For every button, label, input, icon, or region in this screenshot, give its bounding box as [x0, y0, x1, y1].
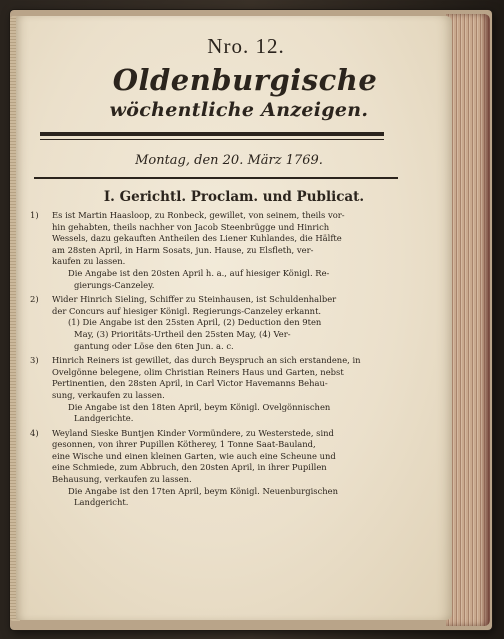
masthead-rule-thick — [40, 132, 384, 136]
date-rule — [34, 177, 398, 179]
notice-number: 1) — [30, 210, 39, 220]
notice-line: kaufen zu lassen. — [52, 256, 126, 267]
notice-body — [52, 355, 414, 425]
notice-line: Wessels, dazu gekauften Antheilen des Liener Kuhlandes, die Hälfte — [52, 233, 342, 244]
notice-note-line: Die Angabe ist den 18ten April, beym Königl. Ovelgönnischen — [68, 401, 331, 412]
notice-line: eine Schmiede, zum Abbruch, den 20sten April, in ihrer Pupillen — [52, 462, 327, 473]
notice-note-line: gantung oder Löse den 6ten Jun. a. c. — [74, 340, 234, 351]
notice-line: Pertinentien, den 28sten April, in Carl Victor Havemanns Behau- — [52, 378, 328, 389]
section-heading: I. Gerichtl. Proclam. und Publicat. — [103, 189, 365, 205]
page-content — [30, 26, 416, 512]
notice-note-line: Landgerichte. — [74, 413, 134, 424]
notice-number: 2) — [30, 294, 39, 305]
notice-entry — [30, 355, 414, 425]
notice-note-line: Die Angabe ist den 20sten April h. a., auf hiesiger Königl. Re- — [68, 267, 330, 278]
issue-date: Montag, den 20. März 1769. — [135, 153, 323, 168]
notice-body — [52, 428, 414, 509]
notice-line: am 28sten April, in Harm Sosats, jun. Hause, zu Elsfleth, ver- — [52, 244, 314, 255]
notice-note-line: (1) Die Angabe ist den 25sten April, (2) Deduction den 9ten — [68, 317, 322, 328]
notice-entry — [30, 294, 414, 352]
notice-list — [30, 210, 414, 509]
notice-line: Es ist Martin Haasloop, zu Ronbeck, gewillet, von seinem, theils vor- — [52, 210, 345, 220]
notice-entry — [30, 428, 414, 509]
notice-line: sung, verkaufen zu lassen. — [52, 389, 165, 400]
notice-line: Behausung, verkaufen zu lassen. — [52, 474, 192, 485]
notice-line: Wider Hinrich Sieling, Schiffer zu Steinhausen, ist Schuldenhalber — [52, 294, 337, 305]
notice-number: 3) — [30, 355, 39, 366]
notice-line: Ovelgönne belegene, olim Christian Reiners Haus und Garten, nebst — [52, 366, 344, 377]
notice-note-line: May, (3) Prioritäts-Urtheil den 25sten May, (4) Ver- — [74, 328, 291, 339]
masthead-subtitle: wöchentliche Anzeigen. — [109, 99, 369, 121]
notice-entry — [30, 210, 414, 291]
masthead-title: Oldenburgische — [112, 63, 378, 97]
right-page-edges — [446, 14, 490, 626]
notice-line: Hinrich Reiners ist gewillet, das durch Beyspruch an sich erstandene, in — [52, 355, 361, 366]
notice-note-line: Die Angabe ist den 17ten April, beym Königl. Neuenburgischen — [68, 485, 339, 496]
issue-number: Nro. 12. — [207, 34, 285, 58]
notice-line: der Concurs auf hiesiger Königl. Regierungs-Canzeley erkannt. — [52, 305, 322, 316]
notice-body — [52, 294, 414, 352]
newspaper-page — [16, 16, 452, 620]
masthead-rule-thin — [40, 139, 384, 140]
notice-note-line: gierungs-Canzeley. — [74, 279, 155, 290]
notice-line: Weyland Sieske Buntjen Kinder Vormündere, zu Westerstede, sind — [52, 427, 334, 438]
notice-number: 4) — [30, 427, 39, 438]
notice-line: gesonnen, von ihrer Pupillen Kötherey, 1 Tonne Saat-Bauland, — [52, 439, 316, 450]
notice-note-line: Landgericht. — [74, 497, 129, 508]
notice-line: eine Wische und einen kleinen Garten, wie auch eine Scheune und — [52, 450, 336, 461]
notice-body — [52, 210, 414, 291]
notice-line: hin gehabten, theils nachher von Jacob Steenbrügge und Hinrich — [52, 221, 330, 232]
